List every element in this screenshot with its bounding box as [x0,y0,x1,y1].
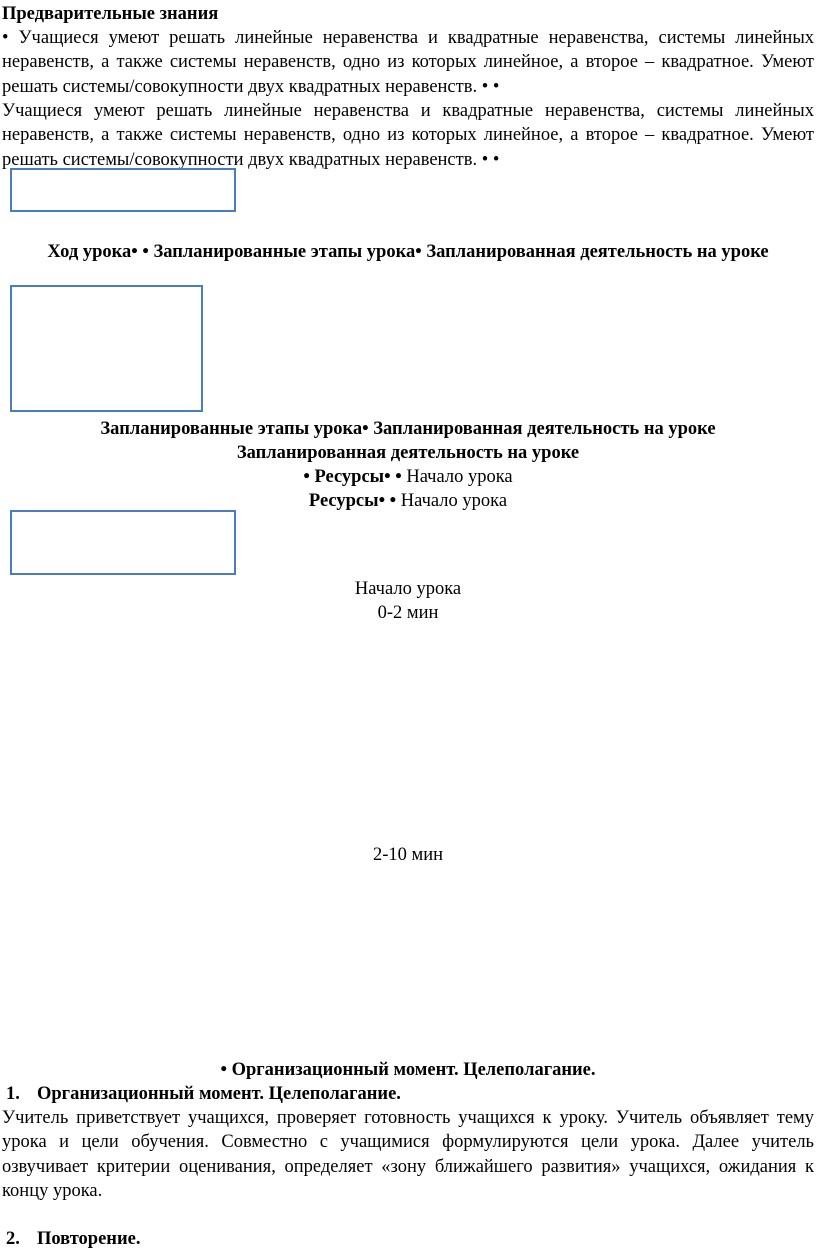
stage-start-label: Начало урока [354,579,462,599]
prior-knowledge-paragraph-1: • Учащиеся умеют решать линейные неравенства и квадратные неравенства, системы линейных неравенств, а также системы неравенств, одно из которых линейное, а второе – квадратное. Умеют решать системы/совокупности двух квадратных неравенств. • • [2,28,814,97]
resources-label: Ресурсы• • [308,491,397,511]
section-2-number: 2. [6,1229,20,1249]
stage-start-time: 0-2 мин [377,603,439,623]
resources-line-1 [0,465,816,489]
lesson-start-text: Начало урока [401,467,513,487]
lesson-progress-heading: Ход урока• • Запланированные этапы урока• Запланированная деятельность на уроке [47,242,769,262]
section-1-number: 1. [6,1084,20,1104]
section-1-title: Организационный момент. Целеполагание. [37,1084,401,1104]
lesson-start-text: Начало урока [396,491,508,511]
section-2-title: Повторение. [37,1229,141,1249]
empty-frame [10,285,203,412]
planned-activity-line: Запланированная деятельность на уроке [236,443,580,463]
section-1-body: Учитель приветствует учащихся, проверяет готовность учащихся к уроку. Учитель объявляет тему урока и цели обучения. Совместно с учащимися формулируются цели урока. Далее учитель озвучивает критерии оценивания, определяет «зону ближайшего развития» учащихся, ожидания к концу урока. [2,1108,814,1202]
empty-frame [10,168,236,212]
stage-2-time: 2-10 мин [372,845,444,865]
prior-knowledge-heading: Предварительные знания [2,4,219,24]
prior-knowledge-paragraph-2: Учащиеся умеют решать линейные неравенства и квадратные неравенства, системы линейных неравенств, а также системы неравенств, одно из которых линейное, а второе – квадратное. Умеют решать системы/совокупности двух квадратных неравенств. • • [2,101,814,170]
org-moment-bullet: • Организационный момент. Целеполагание. [220,1060,596,1080]
empty-frame [10,510,236,575]
resources-label: • Ресурсы• • [303,467,402,487]
planned-stages-line: Запланированные этапы урока• Запланированная деятельность на уроке [100,419,716,439]
